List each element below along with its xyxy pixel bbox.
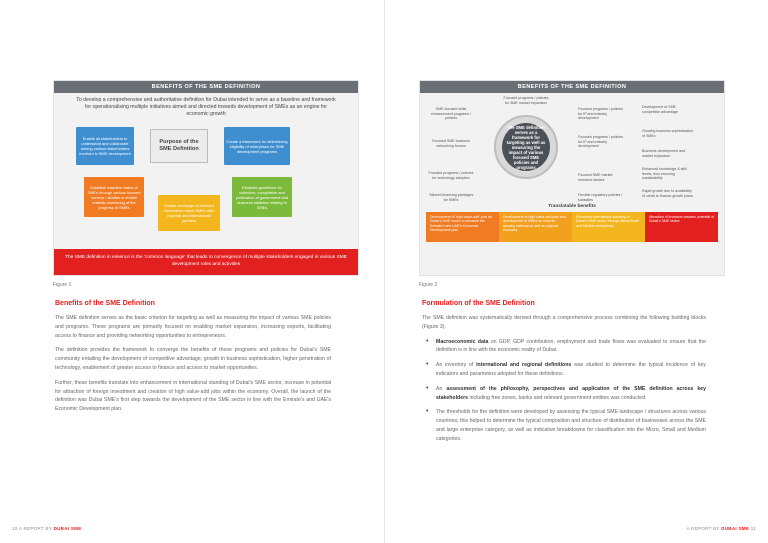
body-text [422,314,706,450]
figure-title: BENEFITS OF THE SME DEFINITION [54,81,358,93]
outcome: Growing business sophistication of SMEs [642,129,694,138]
label-networking: Focused SME business networking forums [432,139,470,148]
section-heading: Benefits of the SME Definition [55,300,155,307]
bullet-bold: Macroeconomic data [436,338,489,345]
label-market-research: Focused SME market research studies [578,173,613,182]
bullet-bold: international and regional definitions [476,362,572,369]
footer-brand: DUBAI SME [53,526,82,531]
label-technology: Focused programs / policies for technology adoption [428,171,474,180]
list-item [422,338,706,356]
figure-intro: To develop a comprehensive and authoritative definition for Dubai intended to serve as a baseline and framework for operationalising multiple initiatives aimed and directed towards development of SMEs as an engine for economic growth [76,97,336,117]
bullet-bold: assessment of the philosophy, perspectives and application of the SME definition across key stakeholders [436,385,706,401]
translatable-benefits-heading: Translatable benefits [548,204,596,209]
label-regulatory: Flexible regulatory policies / subsidies [578,193,623,202]
bullet-text: The thresholds for the definition were developed by assessing the typical SME landscape / structures across various countries; this helped to determine the typical composition and structure of distribution of businesses across the SME and large enterprise category, as well as indicative breakdowns for classification into the Micro, Small and Medium categories. [436,409,706,442]
benefit-item: Enhanced international standing of Dubai's SME sector through Micro-Small and Medium enterprises [572,212,645,242]
label-skills: SME-focused skills enhancement programs / policies [431,107,471,121]
list-item [422,408,706,443]
footer-brand: DUBAI SME [721,526,750,531]
framework-circle: The SME definition serves as a framework for targeting as well as measuring the impact of various focused SME policies and programs [502,123,550,171]
label-market-expansion: Focused programs / policies for SME market expansion [503,96,549,105]
body-text [55,314,331,420]
page-footer [687,526,756,531]
common-language-banner: The SME definition in essence is the 'common language' that leads to convergence of multiple stakeholders engaged in various SME development roles and activities [54,249,358,275]
bullet-pre: An inventory of [436,362,477,369]
benefit-item: Development of 'high value-add' jobs for Dubai's SME sector to enhance the Emirate's and UAE's Economic Development plan [426,212,499,242]
bullet-pre: An [436,385,447,392]
list-item [422,361,706,379]
benefits-row [426,212,718,242]
benefit-item: Development of high value-add jobs and development of SMEs as hubs for growing national as well as regional economy [499,212,572,242]
outcome: Rapid growth due to availability of credit to finance growth plans [642,189,693,198]
node-eligibility-framework: Create a framework for determining eligibility of enterprises for SME development programs [224,127,290,165]
paragraph: The SME definition serves as the basic criterion for targeting as well as measuring the impact of various SME policies and programs. These programs are primarily focused on enabling market expansion, increasing exports, facilitating access to finance and providing networking opportunities to entrepreneurs. [55,315,331,339]
figure-caption: Figure 2 [419,282,438,288]
figure-2 [419,80,725,276]
page-number: 11 [750,526,756,531]
node-stakeholder-collaboration: Enable all stakeholders to understand and collaborate among various stakeholders involved in SME development [76,127,134,165]
benefit-item: Attraction of investors towards potential of Dubai's SME sector [645,212,718,242]
bullet-text: on GDP, GDP contribution, employment and trade flows was evaluated to ensure that the definition is in line with the economic reality of Dubai. [436,338,706,354]
outcome: Development of SME competitive advantage [642,105,678,114]
outcome: Enhanced knowledge & skill levels, thus ensuring sustainability [642,167,687,181]
bullet-text: including free zones, banks and relevant government entities was conducted. [468,394,647,401]
label-financing: Tailored financing packages for SMEs [428,193,474,202]
paragraph: The definition provides the framework to converge the benefits of these programs and policies for Dubai's SME community entailing the development of competitive advantage, growth in business sophistication, higher penetration of technology, enablement of greater access to finance and access to market opportunities. [55,347,331,371]
footer-text: A REPORT BY [18,526,52,531]
label-ip-industry-2: Focused programs / policies for IP and industry development [578,135,623,149]
right-page [384,0,768,543]
list-item [422,385,706,403]
figure-caption: Figure 1 [53,282,72,288]
section-heading: Formulation of the SME Definition [422,300,535,307]
figure-1 [53,80,359,276]
page-number: 10 [12,526,18,531]
figure-title: BENEFITS OF THE SME DEFINITION [420,81,724,93]
bullet-text: was studied to determine the typical incidence of key indicators and parameters adopted for these definitions. [436,362,706,377]
building-blocks-list [422,338,706,444]
node-statistics-guidelines: Establish guidelines for collection, compilation and publication of government and business statistics relating to SMEs [232,177,292,217]
node-information-exchange: Enable exchange of relevant information about SMEs with regional and international partners [158,195,220,231]
page-footer [12,526,82,531]
node-purpose: Purpose of the SME Definition [150,129,208,163]
paragraph: Further, these benefits translate into enhancement in international standing of Dubai's SME sector, increase in potential for attraction of foreign investment and creation of high value-add jobs within the economy. Overall, the launch of the definition was Dubai SME's first step towards the development of the SME sector in line with the Emirate's and UAE's Economic Development plan. [55,379,331,413]
outcome: Business development and market expansion [642,149,686,158]
label-ip-industry: Focused programs / policies for IP and industry development [578,107,623,121]
paragraph: The SME definition was systematically derived through a comprehensive process combining the following building blocks (Figure 3). [422,315,706,330]
node-baseline-status: Establish baseline status of SMEs through various focused surveys / studies to enable realistic monitoring of the progress of SMEs [84,177,144,217]
footer-text: A REPORT BY [686,526,720,531]
